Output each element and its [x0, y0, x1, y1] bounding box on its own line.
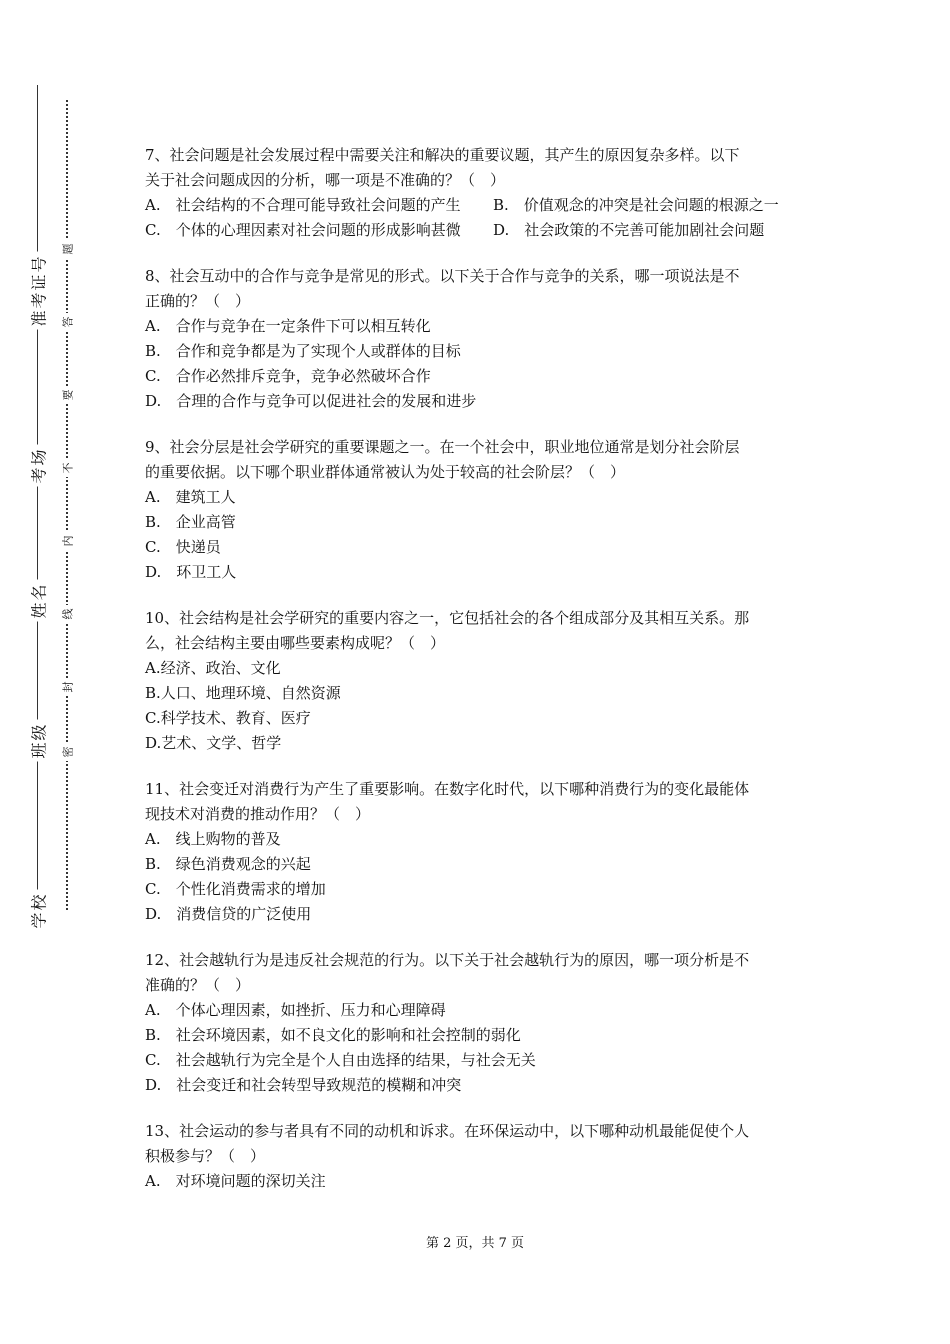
option-b: B.人口、地理环境、自然资源	[145, 684, 341, 702]
option-c: C.科学技术、教育、医疗	[145, 709, 311, 727]
question-stem: 么，社会结构主要由哪些要素构成呢？（ ）	[145, 634, 446, 652]
question-stem: 11、社会变迁对消费行为产生了重要影响。在数字化时代，以下哪种消费行为的变化最能体	[145, 780, 750, 798]
seal-char: 要	[58, 386, 76, 404]
field-class: 班级	[22, 700, 54, 780]
field-exam-room: 考场	[22, 425, 54, 505]
question-stem: 8、社会互动中的合作与竞争是常见的形式。以下关于合作与竞争的关系，哪一项说法是不	[145, 267, 740, 285]
question-stem: 9、社会分层是社会学研究的重要课题之一。在一个社会中，职业地位通常是划分社会阶层	[145, 438, 740, 456]
option-c: C. 合作必然排斥竞争，竞争必然破坏合作	[145, 367, 431, 385]
question-7	[145, 143, 810, 243]
option-a: A. 建筑工人	[145, 488, 236, 506]
question-stem: 现技术对消费的推动作用？（ ）	[145, 805, 371, 823]
option-d: D. 消费信贷的广泛使用	[145, 905, 312, 923]
option-b: B. 价值观念的冲突是社会问题的根源之一	[493, 196, 779, 214]
seal-char: 内	[58, 532, 76, 550]
option-b: B. 社会环境因素，如不良文化的影响和社会控制的弱化	[145, 1026, 521, 1044]
question-9	[145, 435, 810, 585]
option-b: B. 合作和竞争都是为了实现个人或群体的目标	[145, 342, 461, 360]
question-stem: 关于社会问题成因的分析，哪一项是不准确的？（ ）	[145, 171, 506, 189]
option-c: C. 个体的心理因素对社会问题的形成影响甚微	[145, 221, 461, 239]
seal-dotted-line	[66, 100, 68, 910]
option-row	[145, 193, 810, 218]
option-a: A. 线上购物的普及	[145, 830, 281, 848]
option-b: B. 企业高管	[145, 513, 236, 531]
question-stem: 积极参与？（ ）	[145, 1147, 266, 1165]
question-12	[145, 948, 810, 1098]
question-list	[145, 143, 810, 1215]
question-10	[145, 606, 810, 756]
option-d: D.艺术、文学、哲学	[145, 734, 282, 752]
option-a: A.经济、政治、文化	[145, 659, 281, 677]
question-stem: 13、社会运动的参与者具有不同的动机和诉求。在环保运动中，以下哪种动机最能促使个人	[145, 1122, 750, 1140]
field-school: 学校	[22, 870, 54, 950]
binding-solid-line	[37, 85, 38, 925]
option-d: D. 环卫工人	[145, 563, 237, 581]
option-a: A. 个体心理因素，如挫折、压力和心理障碍	[145, 1001, 446, 1019]
option-a: A. 对环境问题的深切关注	[145, 1172, 326, 1190]
option-d: D. 社会政策的不完善可能加剧社会问题	[493, 221, 765, 239]
question-8	[145, 264, 810, 414]
seal-char: 封	[58, 678, 76, 696]
question-stem: 正确的？（ ）	[145, 292, 251, 310]
seal-char: 答	[58, 313, 76, 331]
question-stem: 10、社会结构是社会学研究的重要内容之一，它包括社会的各个组成部分及其相互关系。那	[145, 609, 750, 627]
question-stem: 的重要依据。以下哪个职业群体通常被认为处于较高的社会阶层？（ ）	[145, 463, 626, 481]
field-name: 姓名	[22, 560, 54, 640]
option-a: A. 合作与竞争在一定条件下可以相互转化	[145, 317, 431, 335]
option-d: D. 社会变迁和社会转型导致规范的模糊和冲突	[145, 1076, 462, 1094]
page-number: 第 2 页，共 7 页	[425, 1236, 525, 1251]
seal-char: 不	[58, 459, 76, 477]
question-11	[145, 777, 810, 927]
seal-char: 题	[58, 240, 76, 258]
question-13	[145, 1119, 810, 1194]
option-c: C. 个性化消费需求的增加	[145, 880, 326, 898]
option-c: C. 社会越轨行为完全是个人自由选择的结果，与社会无关	[145, 1051, 536, 1069]
option-d: D. 合理的合作与竞争可以促进社会的发展和进步	[145, 392, 477, 410]
question-stem: 12、社会越轨行为是违反社会规范的行为。以下关于社会越轨行为的原因，哪一项分析是不	[145, 951, 750, 969]
option-b: B. 绿色消费观念的兴起	[145, 855, 311, 873]
option-c: C. 快递员	[145, 538, 221, 556]
question-stem: 准确的？（ ）	[145, 976, 251, 994]
field-exam-number: 准考证号	[22, 250, 54, 330]
seal-char: 密	[58, 743, 76, 761]
seal-char: 线	[58, 605, 76, 623]
option-row	[145, 218, 810, 243]
binding-strip	[0, 0, 90, 1344]
question-stem: 7、社会问题是社会发展过程中需要关注和解决的重要议题，其产生的原因复杂多样。以下	[145, 146, 740, 164]
option-a: A. 社会结构的不合理可能导致社会问题的产生	[145, 196, 461, 214]
